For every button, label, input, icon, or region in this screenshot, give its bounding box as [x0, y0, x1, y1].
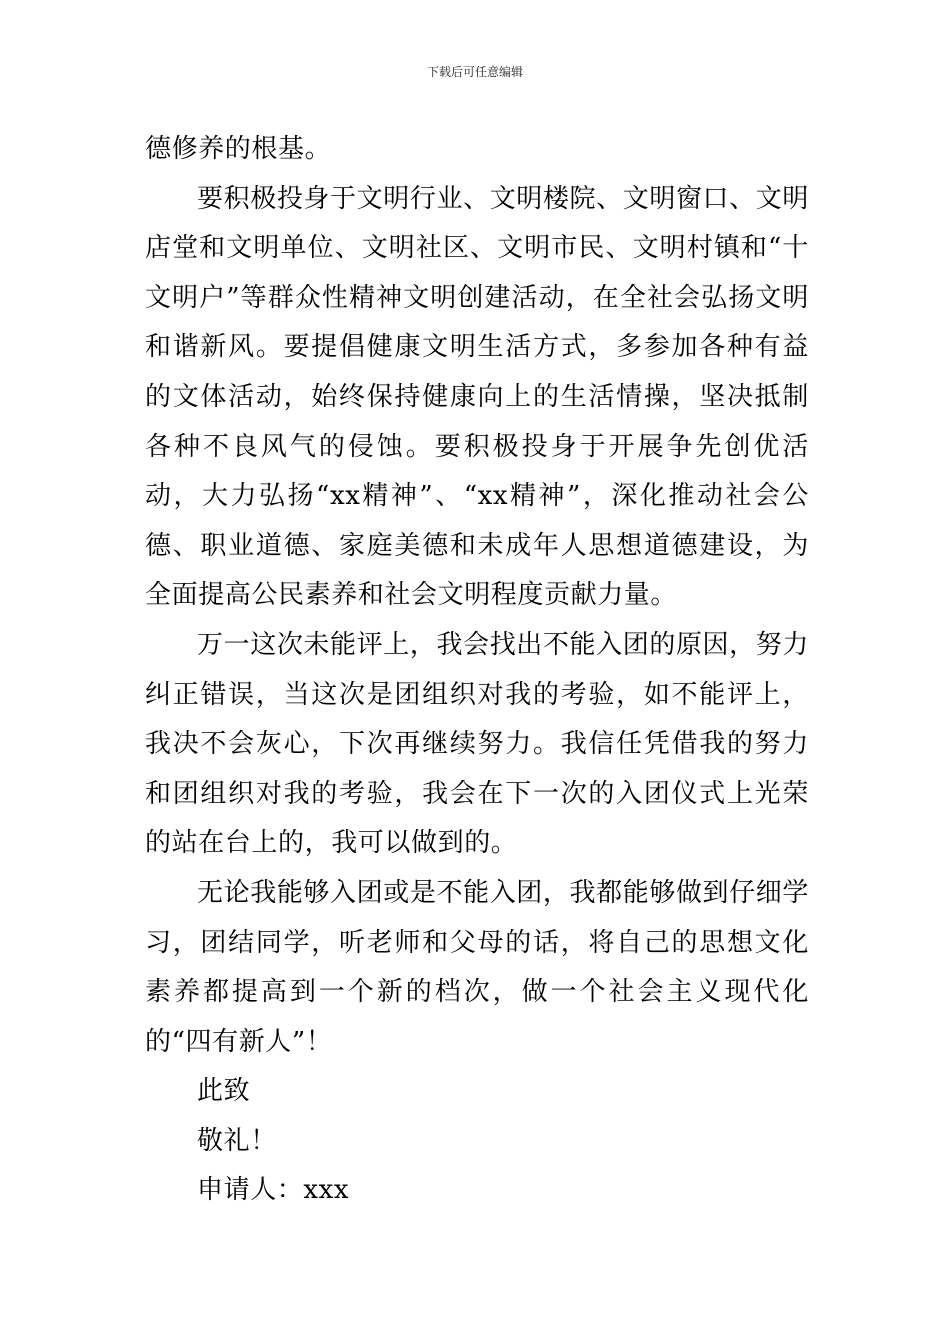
closing-regards: 敬礼！ [197, 1125, 277, 1156]
applicant-signature: 申请人：xxx [197, 1175, 350, 1206]
paragraph-commitment: 无论我能够入团或是不能入团，我都能够做到仔细学习，团结同学，听老师和父母的话，将自己的思想文化素养都提高到一个新的档次，做一个社会主义现代化的“四有新人”！ [145, 877, 809, 1057]
closing-salutation: 此致 [197, 1076, 251, 1107]
paragraph-continuation: 德修养的根基。 [145, 134, 332, 164]
page-header: 下载后可任意编辑 [426, 65, 523, 79]
document-body [145, 125, 809, 1216]
paragraph-civilization: 要积极投身于文明行业、文明楼院、文明窗口、文明店堂和文明单位、文明社区、文明市民、文明村镇和“十文明户”等群众性精神文明创建活动，在全社会弘扬文明和谐新风。要提倡健康文明生活方式，多参加各种有益的文体活动，始终保持健康向上的生活情操，坚决抵制各种不良风气的侵蚀。要积极投身于开展争先创优活动，大力弘扬“xx精神”、“xx精神”，深化推动社会公德、职业道德、家庭美德和未成年人思想道德建设，为全面提高公民素养和社会文明程度贡献力量。 [145, 183, 809, 611]
paragraph-if-not-selected: 万一这次未能评上，我会找出不能入团的原因，努力纠正错误，当这次是团组织对我的考验，如不能评上，我决不会灰心，下次再继续努力。我信任凭借我的努力和团组织对我的考验，我会在下一次的入团仪式上光荣的站在台上的，我可以做到的。 [145, 629, 809, 859]
